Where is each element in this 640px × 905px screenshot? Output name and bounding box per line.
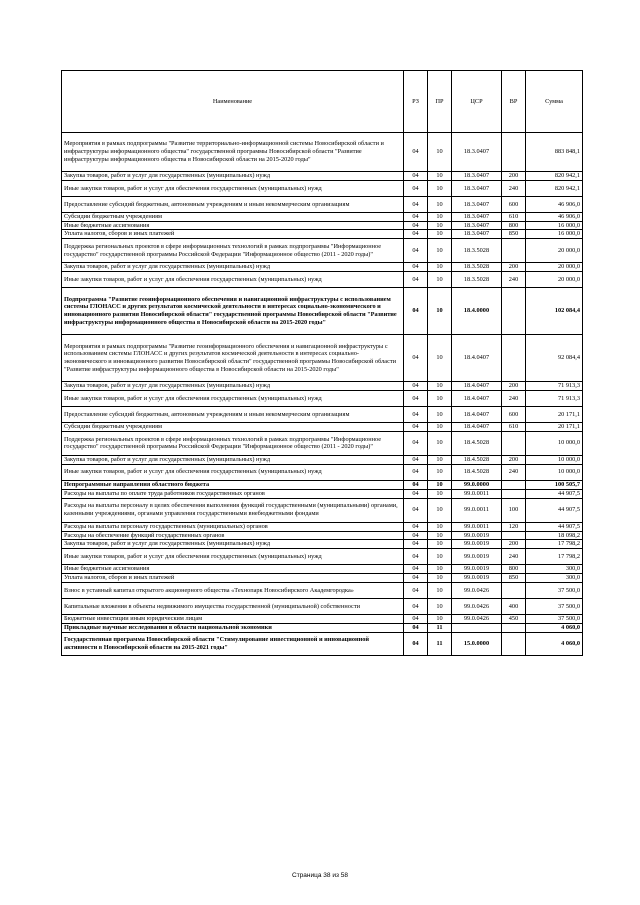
row-sum: 71 913,3: [526, 382, 583, 391]
row-csr: 99.0.0019: [452, 531, 502, 540]
row-vr: 200: [502, 455, 526, 464]
row-sum: 44 907,5: [526, 498, 583, 522]
row-vr: 200: [502, 540, 526, 549]
row-csr: 99.0.0019: [452, 573, 502, 582]
row-sum: 4 060,0: [526, 623, 583, 632]
row-name: Бюджетные инвестиции иным юридическим лицам: [62, 614, 404, 623]
row-csr: 15.0.0000: [452, 632, 502, 655]
row-name: Иные бюджетные ассигнования: [62, 221, 404, 230]
row-csr: 18.4.5028: [452, 431, 502, 455]
row-name: Закупка товаров, работ и услуг для государственных (муниципальных) нужд: [62, 172, 404, 181]
row-csr: 18.4.5028: [452, 464, 502, 480]
row-vr: 240: [502, 181, 526, 197]
row-vr: 850: [502, 573, 526, 582]
row-vr: 240: [502, 549, 526, 565]
table-row: [62, 213, 583, 222]
row-sum: 10 000,0: [526, 431, 583, 455]
row-name: Поддержка региональных проектов в сфере информационных технологий в рамках подпрограммы "Информационное государство" государственной программы Российской Федерации "Информационное общество (2011 - 2020 годы)": [62, 239, 404, 263]
row-rz: 04: [404, 565, 428, 574]
row-csr: 18.3.0407: [452, 133, 502, 172]
row-pr: 10: [428, 582, 452, 598]
row-name: Расходы на выплаты персоналу в целях обеспечения выполнения функций государственными (муниципальными) органами, казенными учреждениями, органами управления государственными внебюджетными фондами: [62, 498, 404, 522]
row-pr: 11: [428, 632, 452, 655]
row-csr: 99.0.0426: [452, 598, 502, 614]
row-name: Капитальные вложения в объекты недвижимого имущества государственной (муниципальной) собственности: [62, 598, 404, 614]
row-pr: 10: [428, 272, 452, 288]
row-rz: 04: [404, 221, 428, 230]
row-vr: [502, 335, 526, 382]
table-row: [62, 531, 583, 540]
row-rz: 04: [404, 632, 428, 655]
row-csr: 99.0.0426: [452, 614, 502, 623]
row-name: Мероприятия в рамках подпрограммы "Развитие территориально-информационной системы Новосибирской области и инфраструктуры информационного общества" государственной программы Новосибирской области "Развитие инфраструктуры информационного общества в Новосибирской области на 2015-2020 годы": [62, 133, 404, 172]
row-rz: 04: [404, 431, 428, 455]
row-vr: 120: [502, 522, 526, 531]
row-sum: 10 000,0: [526, 455, 583, 464]
table-row: [62, 522, 583, 531]
row-vr: [502, 480, 526, 489]
table-row: [62, 133, 583, 172]
row-pr: 10: [428, 431, 452, 455]
row-pr: 10: [428, 565, 452, 574]
row-pr: 10: [428, 407, 452, 423]
row-vr: 800: [502, 221, 526, 230]
row-csr: 18.4.0407: [452, 423, 502, 432]
row-rz: 04: [404, 623, 428, 632]
row-pr: 10: [428, 197, 452, 213]
table-row: [62, 614, 583, 623]
row-vr: 850: [502, 230, 526, 239]
row-csr: [452, 623, 502, 632]
row-sum: 37 500,0: [526, 598, 583, 614]
row-sum: 100 505,7: [526, 480, 583, 489]
row-rz: 04: [404, 480, 428, 489]
row-vr: 200: [502, 172, 526, 181]
row-pr: 10: [428, 382, 452, 391]
row-csr: 18.4.5028: [452, 455, 502, 464]
table-row: [62, 391, 583, 407]
row-vr: [502, 239, 526, 263]
row-pr: 10: [428, 489, 452, 498]
row-rz: 04: [404, 540, 428, 549]
row-vr: 240: [502, 464, 526, 480]
row-sum: 44 907,5: [526, 522, 583, 531]
row-csr: 18.4.0000: [452, 288, 502, 335]
row-csr: 18.3.5028: [452, 263, 502, 272]
row-name: Иные бюджетные ассигнования: [62, 565, 404, 574]
row-csr: 99.0.0426: [452, 582, 502, 598]
row-name: Взнос в уставный капитал открытого акционерного общества «Технопарк Новосибирского Академгородка»: [62, 582, 404, 598]
table-row: [62, 573, 583, 582]
row-vr: 200: [502, 382, 526, 391]
row-rz: 04: [404, 598, 428, 614]
row-csr: 99.0.0019: [452, 549, 502, 565]
row-rz: 04: [404, 614, 428, 623]
table-header-row: [62, 71, 583, 133]
table-row: [62, 288, 583, 335]
table-row: [62, 423, 583, 432]
row-vr: 400: [502, 598, 526, 614]
row-sum: 37 500,0: [526, 614, 583, 623]
row-vr: 240: [502, 272, 526, 288]
row-sum: 10 000,0: [526, 464, 583, 480]
row-name: Прикладные научные исследования в области национальной экономики: [62, 623, 404, 632]
table-row: [62, 464, 583, 480]
table-row: [62, 565, 583, 574]
row-name: Государственная программа Новосибирской области "Стимулирование инвестиционной и инновационной активности в Новосибирской области на 2015-2021 годы": [62, 632, 404, 655]
row-pr: 10: [428, 549, 452, 565]
table-row: [62, 480, 583, 489]
row-vr: [502, 288, 526, 335]
row-sum: 71 913,3: [526, 391, 583, 407]
row-vr: 200: [502, 263, 526, 272]
row-pr: 10: [428, 263, 452, 272]
row-rz: 04: [404, 181, 428, 197]
row-name: Иные закупки товаров, работ и услуг для обеспечения государственных (муниципальных) нужд: [62, 549, 404, 565]
table-body: [62, 133, 583, 656]
row-csr: 99.0.0019: [452, 565, 502, 574]
row-sum: 20 000,0: [526, 239, 583, 263]
header-vr: ВР: [502, 71, 526, 133]
row-pr: 10: [428, 573, 452, 582]
row-csr: 18.3.0407: [452, 181, 502, 197]
row-csr: 99.0.0000: [452, 480, 502, 489]
row-sum: 20 171,1: [526, 423, 583, 432]
row-sum: 46 906,0: [526, 213, 583, 222]
row-vr: 100: [502, 498, 526, 522]
row-rz: 04: [404, 230, 428, 239]
row-sum: 46 906,0: [526, 197, 583, 213]
row-name: Субсидии бюджетным учреждениям: [62, 423, 404, 432]
row-vr: 610: [502, 213, 526, 222]
row-pr: 10: [428, 540, 452, 549]
table-row: [62, 489, 583, 498]
row-pr: 10: [428, 455, 452, 464]
header-pr: ПР: [428, 71, 452, 133]
row-rz: 04: [404, 239, 428, 263]
row-rz: 04: [404, 335, 428, 382]
row-csr: 18.3.0407: [452, 172, 502, 181]
row-name: Поддержка региональных проектов в сфере информационных технологий в рамках подпрограммы "Информационное государство" государственной программы Российской Федерации "Информационное общество (2011 - 2020 годы)": [62, 431, 404, 455]
row-rz: 04: [404, 582, 428, 598]
row-sum: 16 000,0: [526, 221, 583, 230]
row-name: Субсидии бюджетным учреждениям: [62, 213, 404, 222]
table-row: [62, 598, 583, 614]
row-csr: 99.0.0011: [452, 498, 502, 522]
row-vr: [502, 632, 526, 655]
row-rz: 04: [404, 288, 428, 335]
table-row: [62, 632, 583, 655]
row-sum: 17 798,2: [526, 540, 583, 549]
row-sum: 20 000,0: [526, 263, 583, 272]
row-pr: 10: [428, 213, 452, 222]
row-csr: 18.4.0407: [452, 382, 502, 391]
row-csr: 18.3.5028: [452, 272, 502, 288]
row-vr: 600: [502, 197, 526, 213]
table-row: [62, 197, 583, 213]
row-csr: 99.0.0019: [452, 540, 502, 549]
row-rz: 04: [404, 573, 428, 582]
row-csr: 18.4.0407: [452, 391, 502, 407]
row-name: Уплата налогов, сборов и иных платежей: [62, 573, 404, 582]
row-pr: 10: [428, 133, 452, 172]
row-csr: 18.3.0407: [452, 213, 502, 222]
row-vr: 610: [502, 423, 526, 432]
row-pr: 10: [428, 172, 452, 181]
row-pr: 10: [428, 531, 452, 540]
table-row: [62, 498, 583, 522]
table-row: [62, 382, 583, 391]
row-sum: 820 942,1: [526, 172, 583, 181]
row-sum: 300,0: [526, 565, 583, 574]
row-rz: 04: [404, 489, 428, 498]
row-pr: 10: [428, 181, 452, 197]
row-pr: 10: [428, 221, 452, 230]
row-rz: 04: [404, 549, 428, 565]
row-rz: 04: [404, 531, 428, 540]
row-vr: [502, 582, 526, 598]
row-name: Иные закупки товаров, работ и услуг для обеспечения государственных (муниципальных) нужд: [62, 464, 404, 480]
row-vr: [502, 431, 526, 455]
row-pr: 10: [428, 598, 452, 614]
row-sum: 16 000,0: [526, 230, 583, 239]
row-pr: 10: [428, 239, 452, 263]
row-name: Закупка товаров, работ и услуг для государственных (муниципальных) нужд: [62, 382, 404, 391]
header-name: Наименование: [62, 71, 404, 133]
row-sum: 17 798,2: [526, 549, 583, 565]
row-name: Уплата налогов, сборов и иных платежей: [62, 230, 404, 239]
row-sum: 18 098,2: [526, 531, 583, 540]
row-pr: 10: [428, 335, 452, 382]
row-pr: 10: [428, 391, 452, 407]
header-sum: Сумма: [526, 71, 583, 133]
row-csr: 18.4.0407: [452, 335, 502, 382]
row-rz: 04: [404, 522, 428, 531]
table-row: [62, 335, 583, 382]
table-row: [62, 221, 583, 230]
row-name: Иные закупки товаров, работ и услуг для обеспечения государственных (муниципальных) нужд: [62, 272, 404, 288]
row-rz: 04: [404, 407, 428, 423]
row-sum: 4 060,0: [526, 632, 583, 655]
row-name: Иные закупки товаров, работ и услуг для обеспечения государственных (муниципальных) нужд: [62, 181, 404, 197]
row-pr: 11: [428, 623, 452, 632]
row-name: Предоставление субсидий бюджетным, автономным учреждениям и иным некоммерческим организациям: [62, 407, 404, 423]
row-rz: 04: [404, 391, 428, 407]
row-name: Непрограммные направления областного бюджета: [62, 480, 404, 489]
row-csr: 18.3.0407: [452, 197, 502, 213]
row-pr: 10: [428, 480, 452, 489]
row-sum: 20 000,0: [526, 272, 583, 288]
table-row: [62, 263, 583, 272]
row-name: Закупка товаров, работ и услуг для государственных (муниципальных) нужд: [62, 263, 404, 272]
row-vr: [502, 531, 526, 540]
row-sum: 44 907,5: [526, 489, 583, 498]
row-sum: 300,0: [526, 573, 583, 582]
row-vr: [502, 623, 526, 632]
header-rz: РЗ: [404, 71, 428, 133]
row-pr: 10: [428, 498, 452, 522]
row-rz: 04: [404, 382, 428, 391]
table-row: [62, 407, 583, 423]
row-name: Расходы на выплаты персоналу государственных (муниципальных) органов: [62, 522, 404, 531]
table-row: [62, 623, 583, 632]
row-csr: 18.3.0407: [452, 230, 502, 239]
row-sum: 92 084,4: [526, 335, 583, 382]
table-row: [62, 230, 583, 239]
table-row: [62, 549, 583, 565]
table-row: [62, 582, 583, 598]
row-rz: 04: [404, 172, 428, 181]
row-rz: 04: [404, 263, 428, 272]
table-row: [62, 540, 583, 549]
row-rz: 04: [404, 498, 428, 522]
row-rz: 04: [404, 272, 428, 288]
table-row: [62, 172, 583, 181]
row-vr: [502, 133, 526, 172]
row-sum: 820 942,1: [526, 181, 583, 197]
row-name: Мероприятия в рамках подпрограммы "Развитие геоинформационного обеспечения и навигационной инфраструктуры с использованием системы ГЛОНАСС и других результатов космической деятельности в интересах социально-экономического и инновационного развития Новосибирской области" государственной программы Новосибирской области "Развитие инфраструктуры информационного общества в Новосибирской области на 2015-2020 годы": [62, 335, 404, 382]
row-pr: 10: [428, 522, 452, 531]
row-vr: [502, 489, 526, 498]
row-name: Иные закупки товаров, работ и услуг для обеспечения государственных (муниципальных) нужд: [62, 391, 404, 407]
row-name: Закупка товаров, работ и услуг для государственных (муниципальных) нужд: [62, 540, 404, 549]
row-vr: 450: [502, 614, 526, 623]
row-vr: 800: [502, 565, 526, 574]
row-name: Подпрограмма "Развитие геоинформационного обеспечения и навигационной инфраструктуры с использованием системы ГЛОНАСС и других результатов космической деятельности в интересах социально-экономического и инновационного развития Новосибирской области" государственной программы Новосибирской области "Развитие инфраструктуры информационного общества в Новосибирской области на 2015-2020 годы": [62, 288, 404, 335]
row-rz: 04: [404, 133, 428, 172]
row-pr: 10: [428, 288, 452, 335]
row-pr: 10: [428, 230, 452, 239]
row-name: Предоставление субсидий бюджетным, автономным учреждениям и иным некоммерческим организациям: [62, 197, 404, 213]
row-csr: 18.4.0407: [452, 407, 502, 423]
row-pr: 10: [428, 464, 452, 480]
row-pr: 10: [428, 614, 452, 623]
row-name: Расходы на обеспечение функций государственных органов: [62, 531, 404, 540]
row-pr: 10: [428, 423, 452, 432]
row-rz: 04: [404, 213, 428, 222]
row-csr: 99.0.0011: [452, 489, 502, 498]
row-rz: 04: [404, 197, 428, 213]
row-sum: 20 171,1: [526, 407, 583, 423]
row-name: Закупка товаров, работ и услуг для государственных (муниципальных) нужд: [62, 455, 404, 464]
row-csr: 18.3.0407: [452, 221, 502, 230]
page-number: Страница 38 из 58: [292, 872, 348, 879]
row-csr: 99.0.0011: [452, 522, 502, 531]
table-row: [62, 431, 583, 455]
row-vr: 240: [502, 391, 526, 407]
budget-table: [61, 70, 583, 656]
row-sum: 102 084,4: [526, 288, 583, 335]
table-row: [62, 272, 583, 288]
table-row: [62, 455, 583, 464]
row-name: Расходы на выплаты по оплате труда работников государственных органов: [62, 489, 404, 498]
header-csr: ЦСР: [452, 71, 502, 133]
row-csr: 18.3.5028: [452, 239, 502, 263]
row-rz: 04: [404, 455, 428, 464]
table-row: [62, 181, 583, 197]
table-row: [62, 239, 583, 263]
row-sum: 37 500,0: [526, 582, 583, 598]
row-vr: 600: [502, 407, 526, 423]
row-rz: 04: [404, 464, 428, 480]
row-sum: 883 848,1: [526, 133, 583, 172]
row-rz: 04: [404, 423, 428, 432]
